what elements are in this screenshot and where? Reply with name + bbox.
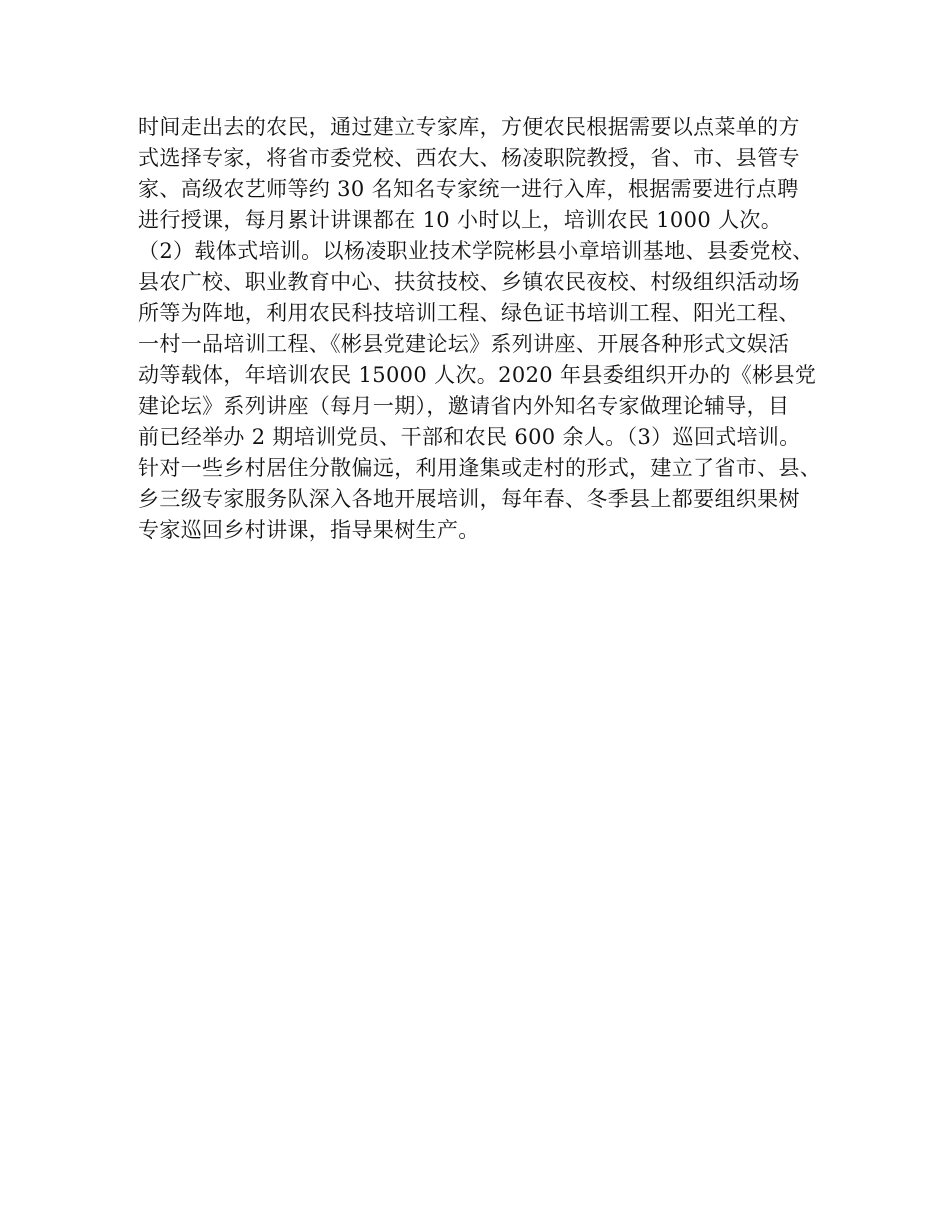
text-line-13: 乡三级专家服务队深入各地开展培训，每年春、冬季县上都要组织果树 [138, 487, 800, 511]
text-line-2: 式选择专家，将省市委党校、西农大、杨凌职院教授，省、市、县管专 [138, 146, 800, 170]
text-line-11: 前已经举办 2 期培训党员、干部和农民 600 余人。（3）巡回式培训。 [138, 425, 801, 449]
text-line-12: 针对一些乡村居住分散偏远，利用逢集或走村的形式，建立了省市、县、 [138, 456, 822, 480]
text-line-3: 家、高级农艺师等约 30 名知名专家统一进行入库，根据需要进行点聘 [138, 177, 799, 201]
text-line-10: 建论坛》系列讲座（每月一期），邀请省内外知名专家做理论辅导，目 [138, 394, 790, 418]
text-line-1: 时间走出去的农民，通过建立专家库，方便农民根据需要以点菜单的方 [138, 115, 800, 139]
body-paragraph [138, 112, 828, 546]
text-line-14: 专家巡回乡村讲课，指导果树生产。 [138, 518, 480, 542]
text-line-9: 动等载体，年培训农民 15000 人次。2020 年县委组织开办的《彬县党 [138, 363, 817, 387]
text-line-6: 县农广校、职业教育中心、扶贫技校、乡镇农民夜校、村级组织活动场 [138, 270, 800, 294]
text-line-8: 一村一品培训工程、《彬县党建论坛》系列讲座、开展各种形式文娱活 [138, 332, 790, 356]
text-line-5: （2）载体式培训。以杨凌职业技术学院彬县小章培训基地、县委党校、 [138, 239, 814, 263]
text-line-7: 所等为阵地，利用农民科技培训工程、绿色证书培训工程、阳光工程、 [138, 301, 800, 325]
text-line-4: 进行授课，每月累计讲课都在 10 小时以上，培训农民 1000 人次。 [138, 208, 783, 232]
